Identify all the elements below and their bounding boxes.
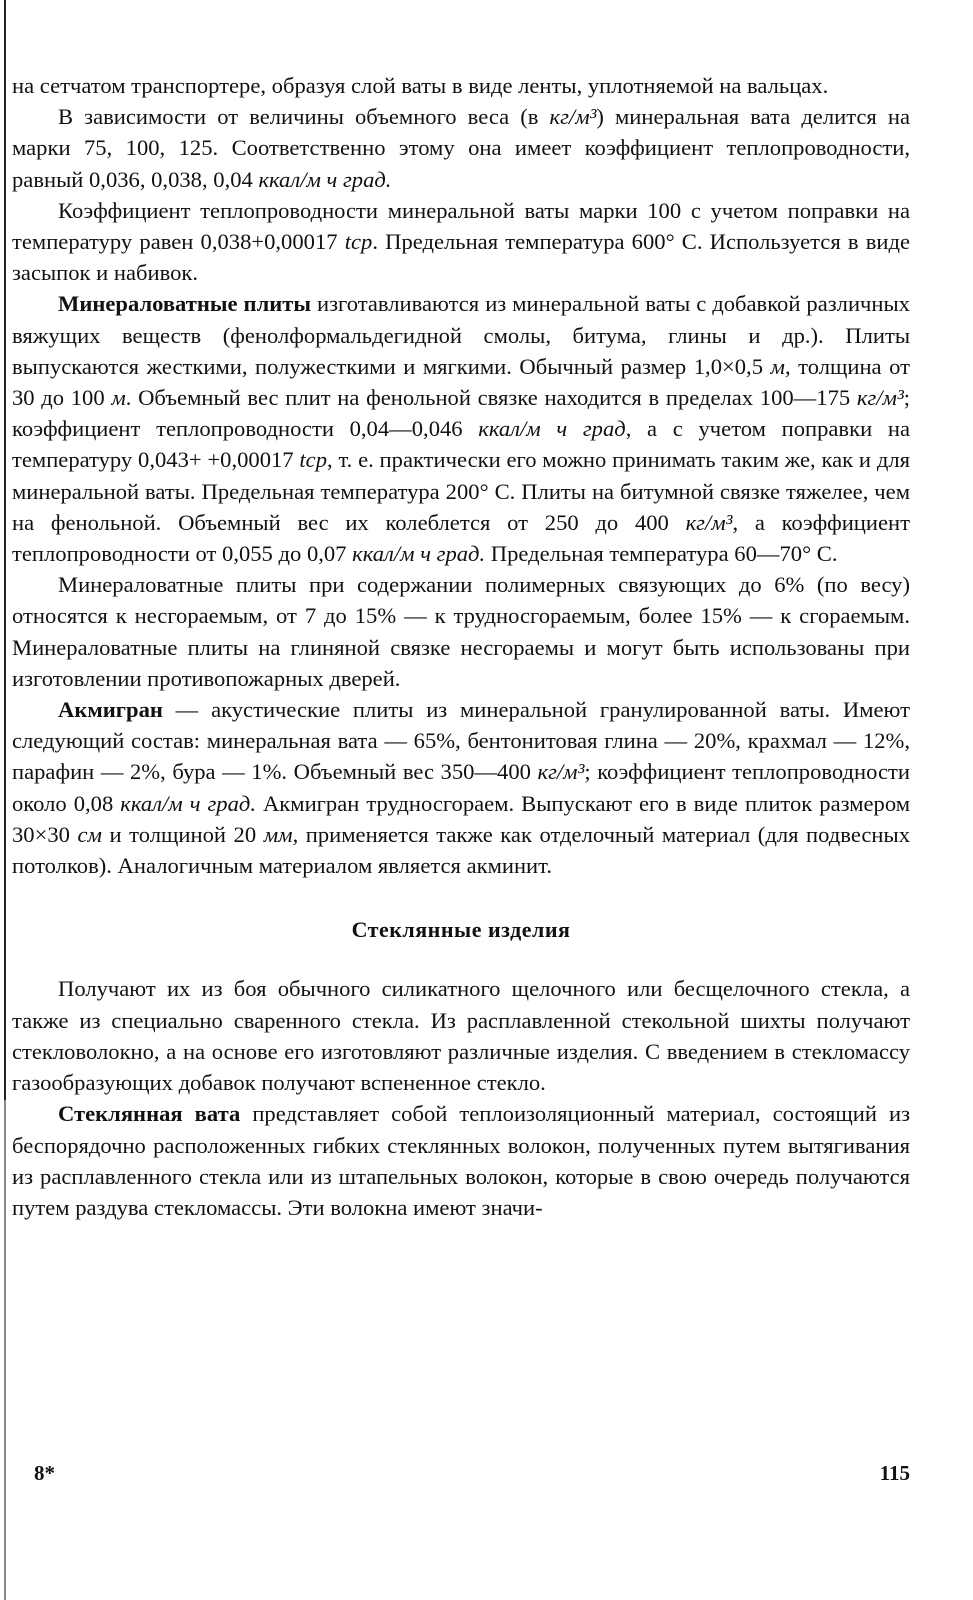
paragraph-text: , т. е. практически его можно принимать таким же, как и для минеральной ваты. Предельная температура 200° С. Плиты на битумной связке тяжелее, чем на фенольной. Объемный вес их колеблется от 250 до 400 [12, 447, 910, 535]
unit: м [770, 353, 785, 379]
paragraph-3 [12, 195, 910, 289]
unit: см [77, 821, 102, 847]
paragraph-text: на сетчатом транспортере, образуя слой ваты в виде ленты, уплотняемой на вальцах. [12, 73, 829, 98]
paragraph-text: . Объемный вес плит на фенольной связке находится в пределах 100—175 [125, 385, 857, 411]
paragraph-6 [12, 694, 910, 881]
paragraph-text: ; коэффициент теплопроводности около 0,08 [12, 759, 910, 816]
paragraph-text: представляет собой теплоизоляционный материал, состоящий из беспорядочно расположенных гибких стеклянных волокон, полученных путем вытягивания из расплавленного стекла или из штапельных волокон, которые в свою очередь получаются путем раздува стекломассы. Эти волокна имеют значи- [12, 1101, 910, 1220]
paragraph-text: . Предельная температура 600° С. Используется в виде засыпок и набивок. [12, 229, 910, 286]
term-heading: Акмигран [58, 697, 163, 723]
unit: ккал/м ч град [478, 416, 626, 442]
paragraph-text: Получают их из боя обычного силикатного щелочного или бесщелочного стекла, а также из специально сваренного стекла. Из расплавленной стекольной шихты получают стекловолокно, а на основе его изготовляют различные изделия. С введением в стекломассу газообразующих добавок получают вспененное стекло. [12, 976, 910, 1096]
paragraph-4 [12, 288, 910, 569]
unit: кг/м³ [537, 759, 585, 785]
page-number: 115 [879, 1461, 910, 1485]
page-edge-line-lower [4, 1100, 6, 1600]
paragraph-text: изготавливаются из минеральной ваты с добавкой различных вяжущих веществ (фенолформальдегидной смолы, битума, глины и др.). Плиты выпускаются жесткими, полужесткими и мягкими. Обычный размер 1,0×0,5 [12, 291, 910, 379]
paragraph-text: , а коэффициент теплопроводности от 0,055 до 0,07 [12, 509, 910, 567]
term-heading: Стеклянная вата [58, 1101, 241, 1127]
paragraph-text: Минераловатные плиты при содержании полимерных связующих до 6% (по весу) относятся к несгораемым, от 7 до 15% — к трудносгораемым, более 15% — к сгораемым. Минераловатные плиты на глиняной связке несгораемы и могут быть использованы при изготовлении противопожарных дверей. [12, 572, 910, 691]
paragraph-2 [12, 101, 910, 195]
unit: мм [263, 821, 293, 847]
term-heading: Минераловатные плиты [58, 291, 312, 317]
unit: кг/м³ [549, 104, 597, 130]
unit: кг/м³ [685, 509, 733, 535]
page-edge-line [4, 0, 6, 1100]
paragraph-text: Акмигран трудносгораем. Выпускают его в виде плиток размером 30×30 [12, 790, 910, 847]
paragraph-text: , применяется также как отделочный материал (для подвесных потолков). Аналогичным материалом является акминит. [12, 821, 911, 879]
unit: ккал/м ч град. [352, 541, 486, 567]
paragraph-8 [12, 1098, 910, 1223]
formula-symbol: tср [299, 447, 327, 473]
signature-mark: 8* [34, 1461, 55, 1485]
unit: кг/м³ [856, 385, 904, 411]
page-body [12, 70, 910, 1223]
section-heading: Стеклянные изделия [351, 917, 571, 943]
paragraph-text: ; коэффициент теплопроводности 0,04—0,046 [12, 385, 910, 442]
unit: ккал/м ч град. [120, 790, 256, 816]
paragraph-text: Предельная температура 60—70° С. [485, 541, 838, 567]
formula-symbol: tср [344, 229, 373, 255]
paragraph-5 [12, 569, 910, 694]
paragraph-text: , толщина от 30 до 100 [12, 353, 910, 411]
unit: м [111, 385, 126, 411]
paragraph-text: В зависимости от величины объемного веса (в [58, 104, 550, 130]
unit: ккал/м ч град. [258, 166, 392, 192]
paragraph-text: ) минеральная вата делится на марки 75, 100, 125. Соответственно этому она имеет коэффициент теплопроводности, равный 0,036, 0,038, 0,04 [12, 104, 910, 192]
paragraph-text: , а с учетом поправки на температуру 0,043+ +0,00017 [12, 416, 910, 473]
paragraph-text: и толщиной 20 [101, 821, 264, 847]
paragraph-7 [12, 973, 910, 1098]
paragraph-text: Коэффициент теплопроводности минеральной ваты марки 100 с учетом поправки на температуру равен 0,038+0,00017 [12, 197, 910, 255]
paragraph-text: — акустические плиты из минеральной гранулированной ваты. Имеют следующий состав: минеральная вата — 65%, бентонитовая глина — 20%, крахмал — 12%, парафин — 2%, бура — 1%. Объемный вес 350—400 [12, 697, 910, 785]
paragraph-1 [12, 70, 910, 101]
